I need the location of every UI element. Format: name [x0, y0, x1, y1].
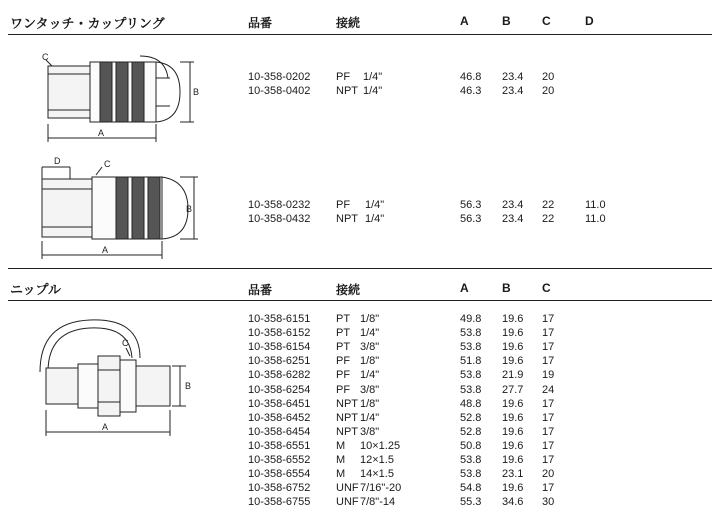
part-number: 10-358-6454 [248, 425, 311, 438]
dim-a: 51.8 [460, 355, 482, 368]
part-number: 10-358-6451 [248, 397, 311, 410]
dim-a: 54.8 [460, 482, 482, 495]
label-a: A [102, 245, 109, 255]
divider-nipple [8, 300, 712, 301]
dim-c: 30 [542, 496, 555, 509]
thread-type: PT [336, 313, 351, 325]
thread-size: 1/4" [365, 213, 385, 225]
thread-size: 3/8" [360, 383, 380, 396]
dim-a: 53.8 [460, 327, 482, 340]
part-number: 10-358-6151 [248, 313, 311, 325]
thread-size: 7/8"-14 [360, 496, 396, 509]
dim-a: 49.8 [460, 313, 482, 325]
dim-b: 27.7 [502, 383, 524, 396]
dim-b: 23.4 [502, 71, 524, 83]
thread-size: 1/4" [365, 199, 385, 211]
thread-type: NPT [336, 411, 358, 424]
dim-a: 53.8 [460, 383, 482, 396]
dim-d: 11.0 [585, 213, 606, 225]
part-number: 10-358-6254 [248, 383, 311, 396]
dim-c: 20 [542, 468, 555, 481]
label-c: C [42, 52, 49, 62]
thread-type: PF [336, 71, 351, 83]
header-c: C [542, 14, 551, 28]
thread-type: PT [336, 327, 351, 340]
thread-size: 7/16"-20 [360, 482, 402, 495]
label-b: B [186, 204, 193, 214]
dim-c: 17 [542, 482, 555, 495]
dim-a: 52.8 [460, 425, 482, 438]
dim-b: 19.6 [502, 355, 524, 368]
part-number: 10-358-0232 [248, 199, 311, 211]
dim-d: 11.0 [585, 199, 606, 211]
part-number: 10-358-0202 [248, 71, 311, 83]
header-d: D [585, 14, 594, 28]
section-title-coupling: ワンタッチ・カップリング [10, 16, 165, 31]
label-c: C [122, 338, 129, 348]
dim-a: 53.8 [460, 454, 482, 466]
dim-c: 17 [542, 341, 555, 354]
part-number: 10-358-6152 [248, 327, 311, 340]
header-b: B [502, 281, 511, 295]
part-number: 10-358-6154 [248, 341, 311, 354]
dim-a: 55.3 [460, 496, 482, 509]
header-a: A [460, 14, 469, 28]
header-connection: 接続 [336, 16, 361, 30]
dim-a: 56.3 [460, 199, 482, 211]
dim-a: 52.8 [460, 411, 482, 424]
dim-c: 17 [542, 425, 555, 438]
thread-type: PT [336, 341, 351, 354]
thread-size: 1/8" [360, 355, 380, 368]
thread-type: M [336, 468, 346, 481]
dim-c: 17 [542, 327, 555, 340]
dim-b: 19.6 [502, 327, 524, 340]
thread-type: PF [336, 369, 351, 382]
dim-c: 17 [542, 355, 555, 368]
thread-type: PF [336, 355, 351, 368]
dim-b: 19.6 [502, 411, 524, 424]
dim-a: 56.3 [460, 213, 482, 225]
dim-c: 24 [542, 383, 555, 396]
thread-size: 3/8" [360, 425, 380, 438]
part-number: 10-358-6752 [248, 482, 311, 495]
part-number: 10-358-6452 [248, 411, 311, 424]
thread-size: 1/4" [360, 369, 380, 382]
dim-c: 17 [542, 313, 555, 325]
dim-b: 34.6 [502, 496, 524, 509]
thread-type: NPT [336, 425, 358, 438]
thread-size: 1/4" [363, 85, 383, 97]
header-connection: 接続 [336, 283, 361, 297]
divider-middle [8, 268, 712, 269]
dim-c: 22 [542, 213, 555, 225]
dim-b: 19.6 [502, 425, 524, 438]
header-part-number: 品番 [248, 16, 273, 30]
thread-type: PF [336, 199, 351, 211]
coupling-drawing-2 [30, 155, 200, 265]
thread-type: PF [336, 383, 351, 396]
label-a: A [102, 422, 109, 432]
thread-type: NPT [336, 213, 358, 225]
dim-b: 19.6 [502, 482, 524, 495]
dim-c: 20 [542, 85, 555, 97]
label-b: B [185, 381, 192, 391]
dim-c: 17 [542, 454, 555, 466]
label-c: C [104, 159, 111, 169]
dim-c: 17 [542, 397, 555, 410]
part-number: 10-358-6251 [248, 355, 311, 368]
dim-b: 19.6 [502, 341, 524, 354]
part-number: 10-358-6554 [248, 468, 311, 481]
thread-type: M [336, 439, 346, 452]
part-number: 10-358-0402 [248, 85, 311, 97]
thread-type: UNF [336, 482, 359, 495]
dim-c: 22 [542, 199, 555, 211]
thread-type: UNF [336, 496, 359, 509]
label-b: B [193, 87, 200, 97]
divider-top [8, 34, 712, 35]
thread-size: 1/4" [363, 71, 383, 83]
dim-a: 48.8 [460, 397, 482, 410]
dim-a: 53.8 [460, 468, 482, 481]
dim-a: 53.8 [460, 369, 482, 382]
dim-b: 19.6 [502, 439, 524, 452]
dim-a: 46.3 [460, 85, 482, 97]
dim-b: 23.4 [502, 213, 524, 225]
part-number: 10-358-6551 [248, 439, 311, 452]
dim-c: 17 [542, 439, 555, 452]
dim-b: 19.6 [502, 454, 524, 466]
coupling-drawing-1 [30, 38, 200, 148]
header-b: B [502, 14, 511, 28]
thread-type: M [336, 454, 346, 466]
dim-c: 20 [542, 71, 555, 83]
dim-b: 23.4 [502, 199, 524, 211]
part-number: 10-358-6282 [248, 369, 311, 382]
header-a: A [460, 281, 469, 295]
dim-a: 53.8 [460, 341, 482, 354]
dim-b: 19.6 [502, 313, 524, 325]
dim-b: 21.9 [502, 369, 524, 382]
part-number: 10-358-6755 [248, 496, 311, 509]
thread-size: 1/4" [360, 327, 380, 340]
dim-c: 19 [542, 369, 555, 382]
header-part-number: 品番 [248, 283, 273, 297]
thread-size: 1/8" [360, 313, 380, 325]
label-a: A [98, 128, 105, 138]
dim-b: 23.4 [502, 85, 524, 97]
header-c: C [542, 281, 551, 295]
dim-a: 50.8 [460, 439, 482, 452]
nipple-drawing [30, 312, 210, 442]
part-number: 10-358-0432 [248, 213, 311, 225]
dim-c: 17 [542, 411, 555, 424]
thread-size: 10×1.25 [360, 439, 401, 452]
thread-size: 3/8" [360, 341, 380, 354]
thread-size: 12×1.5 [360, 454, 394, 466]
dim-b: 23.1 [502, 468, 524, 481]
dim-a: 46.8 [460, 71, 482, 83]
section-title-nipple: ニップル [10, 282, 61, 297]
thread-size: 14×1.5 [360, 468, 394, 481]
part-number: 10-358-6552 [248, 454, 311, 466]
thread-type: NPT [336, 85, 358, 97]
thread-size: 1/4" [360, 411, 380, 424]
thread-type: NPT [336, 397, 358, 410]
dim-b: 19.6 [502, 397, 524, 410]
label-d: D [54, 156, 61, 166]
thread-size: 1/8" [360, 397, 380, 410]
